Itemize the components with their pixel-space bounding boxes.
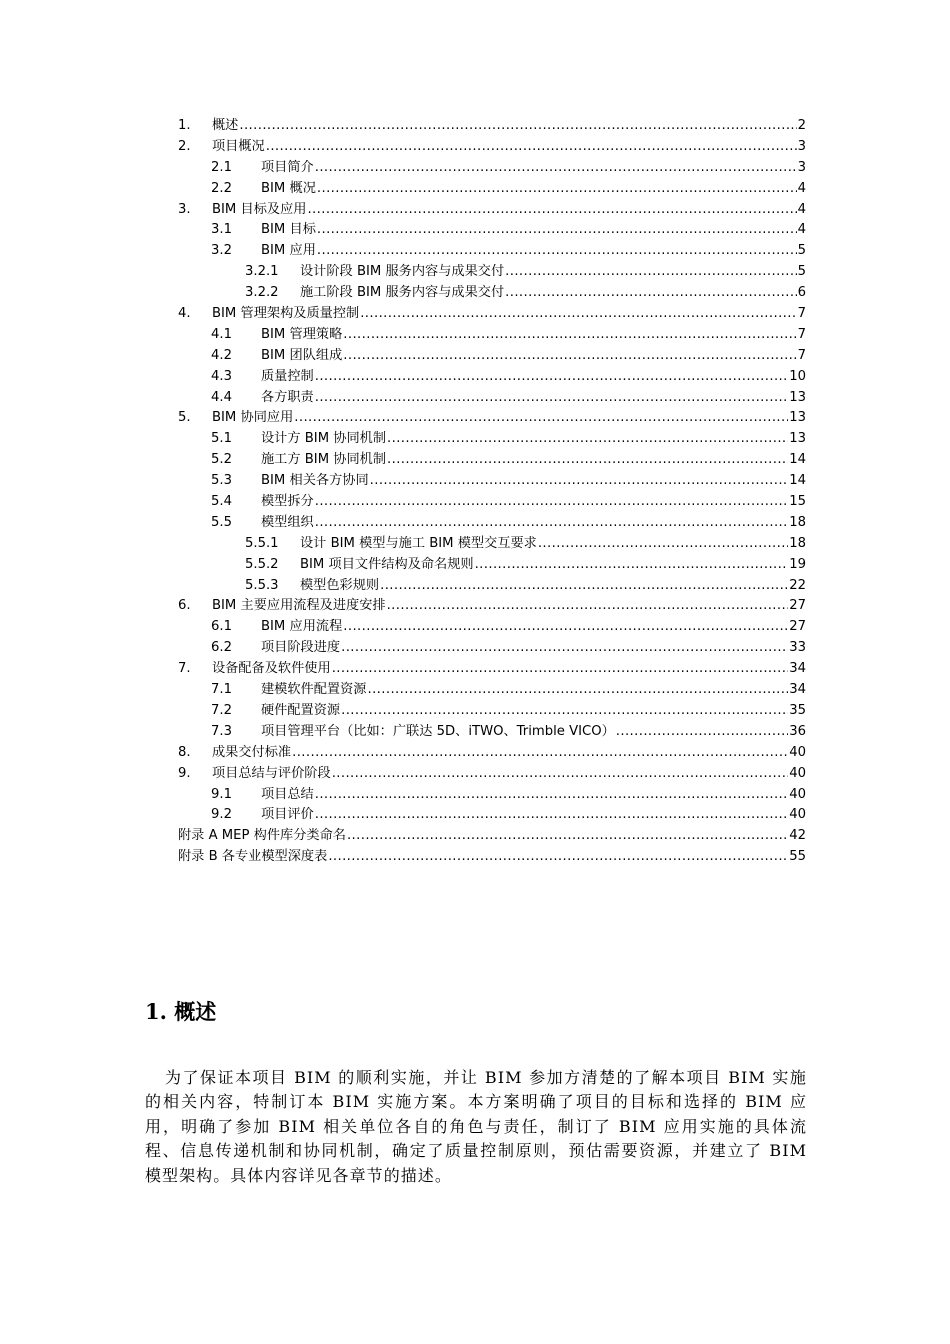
toc-entry[interactable] bbox=[178, 220, 806, 241]
toc-dot-leader bbox=[343, 617, 788, 638]
toc-entry[interactable] bbox=[178, 304, 806, 325]
section-paragraph: 为了保证本项目 BIM 的顺利实施，并让 BIM 参加方清楚的了解本项目 BIM 实施的相关内容，特制订本 BIM 实施方案。本方案明确了项目的目标和选择的 BIM 应用，明确了参加 BIM 相关单位各自的角色与责任，制订了 BIM 应用实施的具体流程、信息传递机制和协同机制，确定了质量控制原则，预估需要资源，并建立了 BIM 模型架构。具体内容详见各章节的描述。 bbox=[145, 1068, 807, 1185]
toc-entry[interactable] bbox=[178, 367, 806, 388]
toc-entry-title: BIM 协同应用 bbox=[212, 410, 294, 426]
toc-dot-leader bbox=[266, 137, 797, 158]
toc-entry-page: 3 bbox=[797, 159, 806, 175]
toc-entry-title: BIM 项目文件结构及命名规则 bbox=[300, 556, 474, 572]
toc-entry-title: BIM 目标 bbox=[261, 222, 316, 238]
toc-entry-title: BIM 应用 bbox=[261, 243, 316, 259]
toc-entry-page: 40 bbox=[789, 765, 806, 781]
toc-entry-page: 7 bbox=[797, 306, 806, 322]
toc-entry-title: 项目简介 bbox=[261, 159, 314, 175]
toc-entry-page: 40 bbox=[789, 744, 806, 760]
toc-entry[interactable] bbox=[178, 116, 806, 137]
toc-dot-leader bbox=[332, 659, 789, 680]
toc-dot-leader bbox=[387, 429, 788, 450]
toc-entry-number: 5.5.1 bbox=[245, 535, 279, 551]
toc-entry-page: 33 bbox=[789, 640, 806, 656]
toc-entry-number: 2.2 bbox=[211, 180, 232, 196]
toc-entry-page: 40 bbox=[789, 807, 806, 823]
toc-entry[interactable] bbox=[178, 158, 806, 179]
toc-dot-leader bbox=[341, 638, 788, 659]
toc-dot-leader bbox=[538, 534, 788, 555]
toc-entry[interactable] bbox=[178, 743, 806, 764]
toc-entry-page: 13 bbox=[789, 431, 806, 447]
toc-entry-page: 4 bbox=[797, 201, 806, 217]
toc-entry-title: 模型色彩规则 bbox=[300, 577, 380, 593]
toc-entry-page: 18 bbox=[789, 514, 806, 530]
toc-entry-title: 模型拆分 bbox=[261, 494, 314, 510]
toc-entry-page: 2 bbox=[797, 118, 806, 133]
toc-dot-leader bbox=[387, 450, 788, 471]
toc-dot-leader bbox=[317, 179, 797, 200]
toc-dot-leader bbox=[315, 785, 788, 806]
toc-entry-number: 3.2.2 bbox=[245, 285, 279, 301]
toc-entry-page: 15 bbox=[789, 494, 806, 510]
toc-entry-page: 7 bbox=[797, 347, 806, 363]
toc-entry-title: 项目总结 bbox=[261, 786, 314, 802]
toc-entry-number: 9.1 bbox=[211, 786, 232, 802]
toc-entry-page: 34 bbox=[789, 661, 806, 677]
toc-entry-page: 13 bbox=[789, 389, 806, 405]
toc-entry[interactable] bbox=[178, 388, 806, 409]
toc-entry-number: 4. bbox=[178, 306, 191, 322]
toc-entry-page: 4 bbox=[797, 222, 806, 238]
toc-entry-number: 5.1 bbox=[211, 431, 232, 447]
toc-entry-number: 7.3 bbox=[211, 723, 232, 739]
toc-entry[interactable] bbox=[178, 262, 806, 283]
toc-entry-title: 成果交付标准 bbox=[212, 744, 292, 760]
toc-dot-leader bbox=[475, 555, 789, 576]
toc-dot-leader bbox=[315, 513, 788, 534]
toc-entry[interactable] bbox=[178, 701, 806, 722]
toc-entry-page: 5 bbox=[797, 264, 806, 280]
toc-entry-title: 附录 B 各专业模型深度表 bbox=[178, 849, 328, 865]
toc-entry[interactable] bbox=[178, 826, 806, 847]
toc-dot-leader bbox=[505, 283, 796, 304]
toc-dot-leader bbox=[292, 743, 788, 764]
toc-entry-title: BIM 主要应用流程及进度安排 bbox=[212, 598, 386, 614]
toc-entry[interactable] bbox=[178, 283, 806, 304]
toc-entry[interactable] bbox=[178, 513, 806, 534]
toc-entry-number: 5.2 bbox=[211, 452, 232, 468]
toc-entry[interactable] bbox=[178, 722, 806, 743]
toc-entry[interactable] bbox=[178, 450, 806, 471]
toc-entry-title: 设计方 BIM 协同机制 bbox=[261, 431, 387, 447]
toc-entry-page: 55 bbox=[789, 849, 806, 865]
toc-entry[interactable] bbox=[178, 785, 806, 806]
toc-entry-number: 4.4 bbox=[211, 389, 232, 405]
toc-entry-page: 22 bbox=[789, 577, 806, 593]
toc-entry-number: 4.3 bbox=[211, 368, 232, 384]
toc-entry-page: 10 bbox=[789, 368, 806, 384]
toc-entry-title: 设备配备及软件使用 bbox=[212, 661, 331, 677]
toc-entry-number: 2. bbox=[178, 138, 191, 154]
toc-dot-leader bbox=[343, 346, 796, 367]
toc-entry-title: 项目总结与评价阶段 bbox=[212, 765, 331, 781]
toc-entry[interactable] bbox=[178, 534, 806, 555]
toc-entry[interactable] bbox=[178, 200, 806, 221]
toc-entry-page: 5 bbox=[797, 243, 806, 259]
toc-dot-leader bbox=[328, 847, 788, 868]
toc-dot-leader bbox=[239, 116, 796, 137]
toc-entry-page: 6 bbox=[797, 285, 806, 301]
toc-entry[interactable] bbox=[178, 638, 806, 659]
toc-dot-leader bbox=[315, 492, 788, 513]
toc-entry-number: 3. bbox=[178, 201, 191, 217]
toc-entry-page: 4 bbox=[797, 180, 806, 196]
toc-entry-page: 14 bbox=[789, 473, 806, 489]
toc-entry-number: 5.3 bbox=[211, 473, 232, 489]
toc-entry-number: 7.1 bbox=[211, 682, 232, 698]
toc-entry-title: 建模软件配置资源 bbox=[261, 682, 367, 698]
toc-entry-number: 5.4 bbox=[211, 494, 232, 510]
toc-entry-page: 13 bbox=[789, 410, 806, 426]
toc-entry[interactable] bbox=[178, 847, 806, 868]
toc-entry[interactable] bbox=[178, 137, 806, 158]
toc-dot-leader bbox=[315, 388, 788, 409]
toc-entry-title: 模型组织 bbox=[261, 514, 314, 530]
toc-entry-title: 各方职责 bbox=[261, 389, 314, 405]
toc-entry-number: 3.1 bbox=[211, 222, 232, 238]
toc-entry[interactable] bbox=[178, 805, 806, 826]
toc-dot-leader bbox=[347, 826, 788, 847]
toc-entry-number: 3.2.1 bbox=[245, 264, 279, 280]
toc-entry-number: 7. bbox=[178, 661, 191, 677]
toc-dot-leader bbox=[387, 596, 789, 617]
toc-entry[interactable] bbox=[178, 659, 806, 680]
toc-entry-title: 硬件配置资源 bbox=[261, 702, 341, 718]
toc-entry-number: 5.5 bbox=[211, 514, 232, 530]
toc-dot-leader bbox=[380, 576, 788, 597]
toc-entry-page: 40 bbox=[789, 786, 806, 802]
toc-dot-leader bbox=[307, 200, 796, 221]
toc-entry-page: 36 bbox=[789, 723, 806, 739]
toc-entry-number: 9. bbox=[178, 765, 191, 781]
toc-dot-leader bbox=[341, 701, 788, 722]
toc-entry[interactable] bbox=[178, 576, 806, 597]
toc-entry-page: 27 bbox=[789, 598, 806, 614]
toc-entry-number: 7.2 bbox=[211, 702, 232, 718]
toc-entry-number: 6.2 bbox=[211, 640, 232, 656]
toc-dot-leader bbox=[294, 408, 788, 429]
toc-entry-page: 27 bbox=[789, 619, 806, 635]
toc-dot-leader bbox=[370, 471, 789, 492]
toc-entry-title: 项目评价 bbox=[261, 807, 314, 823]
toc-dot-leader bbox=[315, 158, 797, 179]
toc-entry-number: 6.1 bbox=[211, 619, 232, 635]
toc-entry-title: BIM 团队组成 bbox=[261, 347, 343, 363]
toc-entry-title: BIM 管理策略 bbox=[261, 326, 343, 342]
toc-entry-title: 项目管理平台（比如：广联达 5D、iTWO、Trimble VICO） bbox=[261, 723, 615, 739]
toc-entry-page: 7 bbox=[797, 326, 806, 342]
toc-entry-title: 项目概况 bbox=[212, 138, 265, 154]
toc-entry-page: 18 bbox=[789, 535, 806, 551]
toc-entry-number: 5.5.3 bbox=[245, 577, 279, 593]
toc-entry[interactable] bbox=[178, 471, 806, 492]
toc-entry-title: BIM 应用流程 bbox=[261, 619, 343, 635]
toc-entry-title: 施工方 BIM 协同机制 bbox=[261, 452, 387, 468]
toc-entry-number: 9.2 bbox=[211, 807, 232, 823]
toc-entry-title: BIM 相关各方协同 bbox=[261, 473, 369, 489]
toc-entry[interactable] bbox=[178, 555, 806, 576]
toc-entry-title: BIM 目标及应用 bbox=[212, 201, 307, 217]
toc-entry-number: 4.1 bbox=[211, 326, 232, 342]
toc-entry-title: 项目阶段进度 bbox=[261, 640, 341, 656]
toc-dot-leader bbox=[505, 262, 796, 283]
toc-entry[interactable] bbox=[178, 617, 806, 638]
toc-entry-number: 8. bbox=[178, 744, 191, 760]
section-heading: 1. 概述 bbox=[145, 999, 217, 1024]
toc-entry-title: 施工阶段 BIM 服务内容与成果交付 bbox=[300, 285, 505, 301]
toc-dot-leader bbox=[317, 241, 797, 262]
toc-entry-number: 3.2 bbox=[211, 243, 232, 259]
toc-entry-page: 14 bbox=[789, 452, 806, 468]
toc-entry-number: 4.2 bbox=[211, 347, 232, 363]
toc-entry-title: 质量控制 bbox=[261, 368, 314, 384]
toc-entry-page: 34 bbox=[789, 682, 806, 698]
toc-entry[interactable] bbox=[178, 492, 806, 513]
toc-entry-page: 42 bbox=[789, 828, 806, 844]
toc-entry[interactable] bbox=[178, 429, 806, 450]
toc-entry[interactable] bbox=[178, 325, 806, 346]
toc-entry-number: 1. bbox=[178, 118, 191, 133]
toc-dot-leader bbox=[315, 805, 788, 826]
toc-dot-leader bbox=[360, 304, 796, 325]
toc-entry[interactable] bbox=[178, 596, 806, 617]
toc-entry-page: 35 bbox=[789, 702, 806, 718]
toc-entry[interactable] bbox=[178, 680, 806, 701]
toc-entry[interactable] bbox=[178, 241, 806, 262]
toc-entry-title: BIM 概况 bbox=[261, 180, 316, 196]
toc-entry-title: 概述 bbox=[212, 118, 239, 133]
toc-entry-title: BIM 管理架构及质量控制 bbox=[212, 306, 360, 322]
toc-entry-number: 2.1 bbox=[211, 159, 232, 175]
toc-entry-number: 6. bbox=[178, 598, 191, 614]
table-of-contents bbox=[178, 116, 806, 868]
toc-entry[interactable] bbox=[178, 346, 806, 367]
toc-dot-leader bbox=[368, 680, 789, 701]
toc-entry-number: 5. bbox=[178, 410, 191, 426]
toc-entry-title: 设计 BIM 模型与施工 BIM 模型交互要求 bbox=[300, 535, 537, 551]
toc-entry[interactable] bbox=[178, 179, 806, 200]
toc-dot-leader bbox=[317, 220, 797, 241]
toc-dot-leader bbox=[315, 367, 788, 388]
toc-entry[interactable] bbox=[178, 764, 806, 785]
toc-entry-page: 3 bbox=[797, 138, 806, 154]
toc-entry-page: 19 bbox=[789, 556, 806, 572]
toc-entry-title: 附录 A MEP 构件库分类命名 bbox=[178, 828, 346, 844]
toc-entry-number: 5.5.2 bbox=[245, 556, 279, 572]
toc-entry[interactable] bbox=[178, 408, 806, 429]
toc-dot-leader bbox=[332, 764, 789, 785]
toc-entry-title: 设计阶段 BIM 服务内容与成果交付 bbox=[300, 264, 505, 280]
toc-dot-leader bbox=[616, 722, 788, 743]
toc-dot-leader bbox=[343, 325, 796, 346]
